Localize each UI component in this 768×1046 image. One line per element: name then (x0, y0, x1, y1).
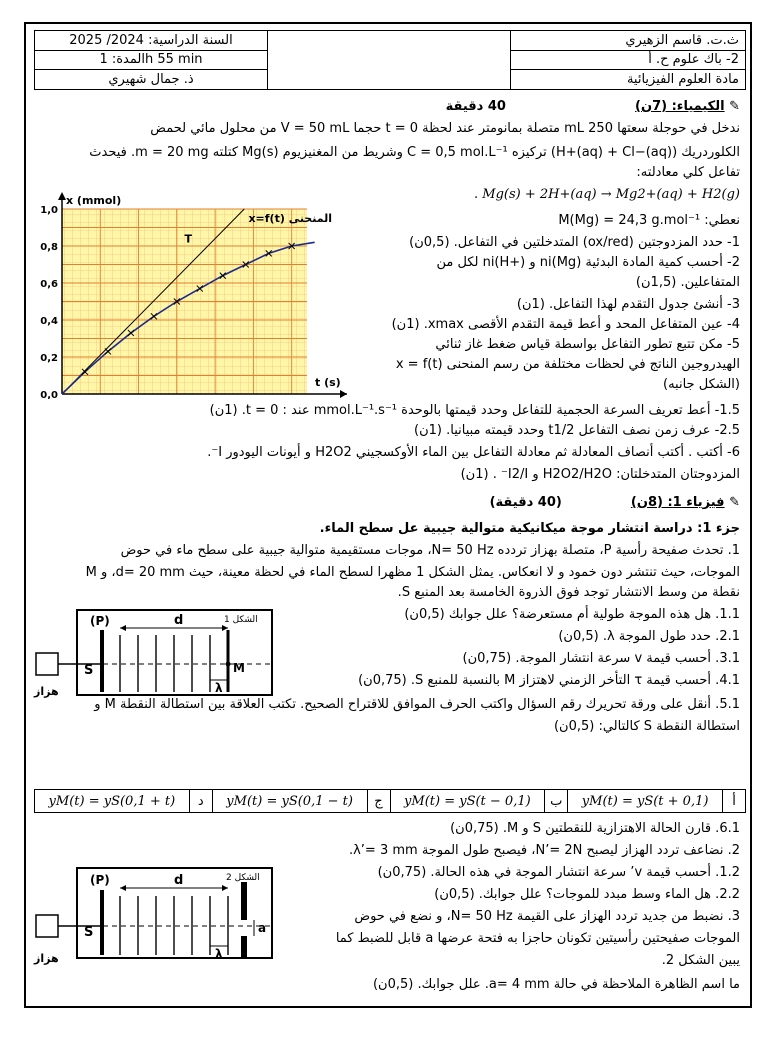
phys-part-title: جزء 1: دراسة انتشار موجة ميكانيكية متوالية جيبية عل سطح الماء. (319, 521, 740, 536)
y-axis-label: x (mmol) (66, 194, 122, 207)
y-tick-label: 0,0 (40, 390, 58, 399)
phys-line: نقطة من وسط الانتشار توجد فوق الذروة الخامسة بعد المنبع S. (397, 585, 740, 600)
figure-label: الشكل 2 (226, 873, 260, 883)
chem-q2-5: 2.5- عرف زمن نصف التفاعل t1/2 وحدد قيمته مبيانيا. (1ن) (414, 423, 740, 438)
label-a: a (258, 921, 267, 935)
tangent-label: T (184, 232, 193, 246)
option-letter: ج (367, 790, 390, 813)
option-letter: د (189, 790, 212, 813)
exam-page (24, 22, 752, 1008)
vibrator-box (36, 915, 58, 937)
phys-q3b: الموجات صفيحتين رأسيتين تكونان حاجزا به فتحة عرضها a قابل للضبط كما (335, 931, 740, 946)
x-axis-label: t (s) (315, 376, 341, 389)
year: السنة الدراسية: 2024/ 2025 (35, 31, 268, 51)
label-p: (P) (90, 614, 110, 628)
phys-q6-1: 6.1. قارن الحالة الاهتزازية للنقطتين S و M. (0,75ن) (450, 821, 740, 836)
chem-q2: 2- أحسب كمية المادة البدئية ni(Mg) و ni(H+) لكل من (436, 255, 740, 270)
phys-q1-1: 1.1. هل هذه الموجة طولية أم مستعرضة؟ علل جوابك (0,5ن) (404, 607, 740, 622)
chem-time: 40 دقيقة (445, 99, 506, 114)
chem-q1-5: 1.5- أعط تعريف السرعة الحجمية للتفاعل وحدد قيمتها بالوحدة mmol.L⁻¹.s⁻¹ عند : t = 0. (1ن) (209, 403, 740, 418)
label-d: d (174, 613, 184, 628)
label-p: (P) (90, 873, 110, 887)
y-tick-label: 1,0 (40, 205, 58, 216)
phys-q5-1: 5.1. أنقل على ورقة تحريرك رقم السؤال واكتب الحرف الموافق للاقتراح الصحيح. تكتب العلاقة بين استطالة النقطة M و (94, 697, 740, 712)
phys-q5-1b: استطالة النقطة S كالتالي: (0,5ن) (553, 719, 740, 734)
chem-q5: 5- مكن تتبع تطور التفاعل بواسطة قياس ضغط غاز ثنائي (435, 337, 740, 352)
y-tick-label: 0,4 (40, 316, 58, 327)
chem-line: نعطي: M(Mg) = 24,3 g.mol⁻¹ (558, 213, 740, 228)
chem-q4: 4- عين المتفاعل المحد و أعط قيمة التقدم الأقصى xmax. (1ن) (391, 317, 740, 332)
label-d: d (174, 873, 184, 888)
vibrator-box (36, 653, 58, 675)
label-s: S (84, 663, 94, 678)
phys-q2-1: 2.1. حدد طول الموجة λ. (0,5ن) (558, 629, 740, 644)
label-m: M (233, 661, 245, 675)
chem-q6: 6- أكتب . أكتب أنصاف المعادلة ثم معادلة التفاعل بين الماء الأوكسجيني H2O2 و أيونات اليودور I⁻. (207, 445, 740, 460)
figure-2 (32, 858, 282, 968)
label-lambda: λ (215, 947, 223, 961)
chem-q6b: المزدوجتان المتدخلتان: H2O2/H2O و I2/I⁻ . (1ن) (460, 467, 740, 482)
pencil-icon: ✎ (729, 495, 740, 510)
chem-line: تفاعل كلي معادلته: (636, 165, 740, 180)
phys-title: فيزياء 1: (8ن) (630, 495, 725, 510)
phys-line: 1. تحدث صفيحة رأسية P، متصلة بهزاز تردده N= 50 Hz، موجات مستقيمية متوالية جيبية على سطح ماء في حوض (120, 543, 740, 558)
y-tick-label: 0,2 (40, 353, 58, 364)
teacher: ذ. جمال شهيري (35, 70, 268, 90)
y-axis-arrow (58, 192, 66, 200)
y-tick-label: 0,8 (40, 242, 58, 253)
figure-1 (32, 600, 282, 700)
label-vibrator: هزاز (34, 952, 59, 965)
option-a: yM(t) = yS(t + 0,1) (568, 790, 723, 813)
level: 2- باك علوم ح. أ (511, 50, 746, 70)
chem-q5b: الهيدروجين الناتج في لحظات مختلفة من رسم المنحنى x = f(t) (395, 357, 740, 372)
option-c: yM(t) = yS(0,1 − t) (212, 790, 367, 813)
duration: المدة: 1h 55 min (35, 50, 268, 70)
phys-q3d: ما اسم الظاهرة الملاحظة في حالة a= 4 mm. علل جوابك. (0,5ن) (372, 977, 740, 992)
chem-title: الكيمياء: (7ن) (635, 99, 725, 114)
chem-q1: 1- حدد المزدوجتين (ox/red) المتدخلتين في التفاعل. (0,5ن) (409, 235, 740, 250)
label-s: S (84, 925, 94, 940)
phys-line: الموجات، حيث تنتشر دون خمود و لا انعكاس. يمثل الشكل 1 مظهرا لسطح الماء في لحظة معينة، حيث d= 20 mm، و M (85, 565, 740, 580)
reaction-equation: Mg(s) + 2H+(aq) → Mg2+(aq) + H2(g) . (474, 187, 740, 202)
chem-q2b: المتفاعلين. (1,5ن) (635, 275, 740, 290)
header-table (34, 30, 746, 90)
figure-label: الشكل 1 (224, 615, 258, 625)
school: ث.ت. قاسم الزهيري (511, 31, 746, 51)
phys-q2: 2. نضاعف تردد الهزاز ليصبح N’= 2N، فيصبح طول الموجة λ’= 3 mm. (348, 843, 740, 858)
option-letter: أ (723, 790, 746, 813)
pencil-icon: ✎ (729, 99, 740, 114)
phys-heading (36, 494, 740, 511)
option-b: yM(t) = yS(t − 0,1) (390, 790, 545, 813)
label-lambda: λ (215, 681, 223, 695)
chem-q3: 3- أنشئ جدول التقدم لهذا التفاعل. (1ن) (516, 297, 740, 312)
chem-line: ندخل في حوجلة سعتها 250 mL متصلة بمانومتر عند لحظة t = 0 حجما V = 50 mL من محلول مائي لحمض (150, 121, 740, 136)
subject: مادة العلوم الفيزيائية (511, 70, 746, 90)
y-tick-label: 0,6 (40, 279, 58, 290)
phys-q2-2: 2.2. هل الماء وسط مبدد للموجات؟ علل جوابك. (0,5ن) (434, 887, 740, 902)
chem-q5c: (الشكل جانبه) (663, 377, 740, 392)
x-axis-arrow (340, 390, 347, 398)
options-table (34, 789, 746, 813)
phys-q4-1: 4.1. أحسب قيمة τ التأخر الزمني لاهتزاز M بالنسبة للمنبع S. (0,75ن) (358, 673, 740, 688)
header-blank (268, 31, 511, 90)
phys-q3-1: 3.1. أحسب قيمة v سرعة انتشار الموجة. (0,75ن) (462, 651, 740, 666)
chem-line: الكلوردريك (H+(aq) + Cl−(aq)) تركيزه C = 0,5 mol.L⁻¹ وشريط من المغنيزيوم Mg(s) كتلته m = 20 mg. فيحدث (89, 145, 740, 160)
chart-x-vs-t (32, 174, 362, 399)
phys-q3: 3. نضبط من جديد تردد الهزاز على القيمة N= 50 Hz، و نضع في حوض (354, 909, 740, 924)
phys-time: (40 دقيقة) (489, 495, 562, 510)
chem-heading (36, 98, 740, 115)
phys-q1-2: 1.2. أحسب قيمة v’ سرعة انتشار الموجة في هذه الحالة. (0,75ن) (377, 865, 740, 880)
option-d: yM(t) = yS(0,1 + t) (35, 790, 190, 813)
curve-label: x=f(t) المنحنى (248, 212, 332, 225)
option-letter: ب (545, 790, 568, 813)
label-vibrator: هزاز (34, 685, 59, 698)
phys-q3c: يبين الشكل 2. (661, 953, 740, 968)
